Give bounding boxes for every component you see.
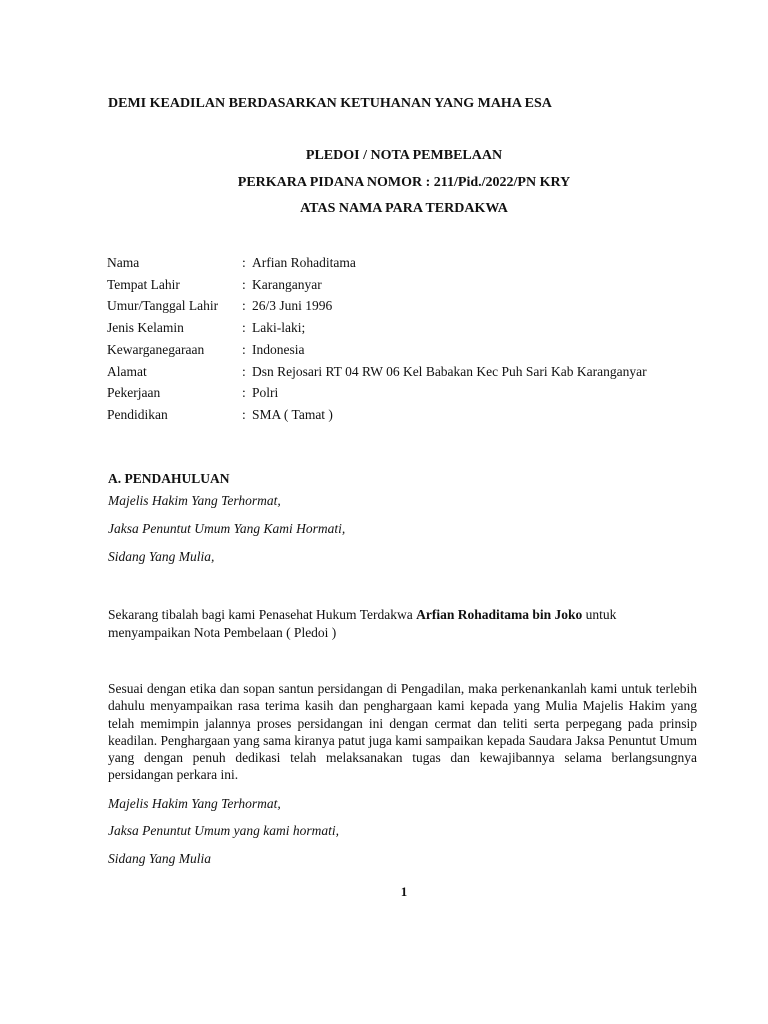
greeting-prosecutor: Jaksa Penuntut Umum Yang Kami Hormati,: [108, 521, 346, 536]
identity-label: Jenis Kelamin: [107, 320, 184, 335]
intro-text-before: Sekarang tibalah bagi kami Penasehat Hukum Terdakwa: [108, 607, 417, 622]
closing-greeting-prosecutor: Jaksa Penuntut Umum yang kami hormati,: [108, 823, 339, 838]
intro-line-1: [108, 607, 616, 623]
identity-label: Nama: [107, 255, 140, 270]
greeting-court: Sidang Yang Mulia,: [108, 549, 215, 564]
section-heading: A. PENDAHULUAN: [108, 471, 230, 486]
acknowledgement-paragraph: Sesuai dengan etika dan sopan santun persidangan di Pengadilan, maka perkenankanlah kami untuk terlebih dahulu menyampaikan rasa terima kasih dan penghargaan kami kepada yang Mulia Majelis Hakim yang telah memimpin jalannya proses persidangan ini dengan cermat dan teliti serta perpegang pada prinsip keadilan. Penghargaan yang sama kiranya patut juga kami sampaikan kepada Saudara Jaksa Penuntut Umum yang dengan penuh dedikasi telah melaksanakan tugas dan kewajibannya selama berlangsungnya persidangan perkara ini.: [108, 681, 697, 783]
document-title: PLEDOI / NOTA PEMBELAAN: [305, 148, 503, 163]
identity-value: 26/3 Juni 1996: [252, 298, 333, 313]
identity-colon: :: [242, 385, 246, 400]
identity-label: Pendidikan: [107, 407, 168, 422]
identity-value: Indonesia: [252, 342, 305, 357]
identity-colon: :: [242, 364, 246, 379]
identity-colon: :: [242, 320, 246, 335]
greeting-judges: Majelis Hakim Yang Terhormat,: [108, 493, 281, 508]
identity-label: Pekerjaan: [107, 385, 161, 400]
identity-colon: :: [242, 298, 246, 313]
identity-label: Alamat: [107, 364, 147, 379]
intro-text-after: untuk: [582, 607, 617, 622]
closing-greeting-court: Sidang Yang Mulia: [108, 851, 212, 866]
identity-value: Arfian Rohaditama: [252, 255, 356, 270]
identity-value: Polri: [252, 385, 279, 400]
on-behalf-line: ATAS NAMA PARA TERDAKWA: [300, 201, 508, 216]
case-number: PERKARA PIDANA NOMOR : 211/Pid./2022/PN KRY: [237, 175, 571, 190]
identity-value: Laki-laki;: [252, 320, 306, 335]
identity-label: Tempat Lahir: [107, 277, 180, 292]
identity-value: Karanganyar: [252, 277, 322, 292]
identity-colon: :: [242, 342, 246, 357]
opening-line: DEMI KEADILAN BERDASARKAN KETUHANAN YANG MAHA ESA: [108, 96, 552, 111]
identity-value: SMA ( Tamat ): [252, 407, 333, 422]
intro-line-2: menyampaikan Nota Pembelaan ( Pledoi ): [108, 625, 337, 640]
identity-colon: :: [242, 277, 246, 292]
defendant-full-name: Arfian Rohaditama bin Joko: [416, 607, 583, 622]
identity-colon: :: [242, 407, 246, 422]
page-number: 1: [400, 884, 408, 899]
identity-label: Umur/Tanggal Lahir: [107, 298, 219, 313]
identity-colon: :: [242, 255, 246, 270]
identity-label: Kewarganegaraan: [107, 342, 205, 357]
identity-value: Dsn Rejosari RT 04 RW 06 Kel Babakan Kec Puh Sari Kab Karanganyar: [252, 364, 647, 379]
closing-greeting-judges: Majelis Hakim Yang Terhormat,: [108, 796, 281, 811]
